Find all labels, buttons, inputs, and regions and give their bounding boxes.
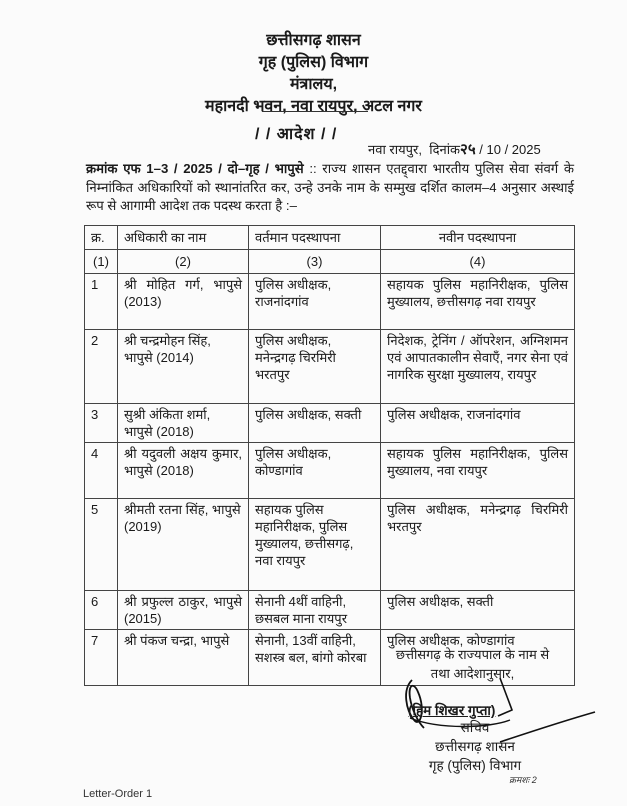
date-label: दिनांक [429, 142, 461, 157]
header-state-government: छत्तीसगढ़ शासन [266, 32, 361, 49]
signatory-name: (हिम शिखर गुप्ता) [408, 703, 496, 718]
header-department: गृह (पुलिस) विभाग [258, 54, 369, 71]
new-posting: पुलिस अधीक्षक, राजनांदगांव [381, 404, 575, 443]
current-posting: सेनानी 4थीं वाहिनी, छसबल माना रायपुर [249, 591, 381, 630]
table-header-row [85, 226, 575, 250]
current-posting: सेनानी, 13वीं वाहिनी, सशस्त्र बल, बांगो कोरबा [249, 630, 381, 686]
date-month-year: / 10 / 2025 [479, 142, 541, 157]
header-serial: क्र. [85, 226, 118, 250]
order-title: / / आदेश / / [255, 126, 338, 143]
authority-line-1: छत्तीसगढ़ के राज्यपाल के नाम से [395, 647, 550, 662]
authority-line-2: तथा आदेशानुसार, [430, 666, 515, 681]
order-reference: क्रमांक एफ 1–3 / 2025 / दो–गृह / भापुसे [86, 161, 304, 176]
officer-name: श्री पंकज चन्द्रा, भापुसे [118, 630, 249, 686]
transfer-table [84, 225, 575, 686]
current-posting: पुलिस अधीक्षक, मनेन्द्रगढ़ चिरमिरी भरतपुर [249, 330, 381, 404]
footer-label: Letter-Order 1 [83, 788, 153, 800]
new-posting: निदेशक, ट्रेनिंग / ऑपरेशन, अग्निशमन एवं आपातकालीन सेवाएँ, नगर सेना एवं नागरिक सुरक्षा मुख्यालय, रायपुर [381, 330, 575, 404]
date-day: २५ [460, 141, 476, 158]
officer-name: श्री मोहित गर्ग, भापुसे (2013) [118, 274, 249, 330]
date-place: नवा रायपुर, [368, 142, 422, 157]
officer-name: श्री प्रफुल्ल ठाकुर, भापुसे (2015) [118, 591, 249, 630]
new-posting: पुलिस अधीक्षक, मनेन्द्रगढ़ चिरमिरी भरतपुर [381, 499, 575, 591]
serial-number: 3 [85, 404, 118, 443]
serial-number: 7 [85, 630, 118, 686]
header-divider [262, 111, 368, 112]
new-posting: सहायक पुलिस महानिरीक्षक, पुलिस मुख्यालय, नवा रायपुर [381, 443, 575, 499]
current-posting: पुलिस अधीक्षक, सक्ती [249, 404, 381, 443]
header-ministry: मंत्रालय, [289, 76, 338, 93]
serial-number: 5 [85, 499, 118, 591]
serial-number: 2 [85, 330, 118, 404]
serial-number: 4 [85, 443, 118, 499]
page-continuation: क्रमशः 2 [509, 775, 537, 785]
table-row [85, 499, 575, 591]
serial-number: 1 [85, 274, 118, 330]
current-posting: सहायक पुलिस महानिरीक्षक, पुलिस मुख्यालय, छत्तीसगढ़, नवा रायपुर [249, 499, 381, 591]
table-row [85, 443, 575, 499]
signatory-designation: सचिव [460, 720, 490, 735]
column-number: (2) [118, 250, 249, 274]
column-number-row [85, 250, 575, 274]
order-paragraph [86, 160, 574, 216]
column-number: (3) [249, 250, 381, 274]
order-text: :: राज्य शासन एतद्द्वारा भारतीय पुलिस सेवा संवर्ग के निम्नांकित अधिकारियों को स्थानांतरित कर, उन्हे उनके नाम के सम्मुख दर्शित कालम–4 अनुसार अस्थाई रूप से आगामी आदेश तक पदस्थ करता है :– [86, 161, 574, 213]
new-posting: पुलिस अधीक्षक, सक्ती [381, 591, 575, 630]
new-posting: पुलिस अधीक्षक, कोण्डागांव [381, 630, 575, 686]
officer-name: श्री चन्द्रमोहन सिंह, भापुसे (2014) [118, 330, 249, 404]
officer-name: श्रीमती रतना सिंह, भापुसे (2019) [118, 499, 249, 591]
header-current-posting: वर्तमान पदस्थापना [249, 226, 381, 250]
column-number: (4) [381, 250, 575, 274]
current-posting: पुलिस अधीक्षक, कोण्डागांव [249, 443, 381, 499]
table-row [85, 274, 575, 330]
officer-name: श्री यदुवली अक्षय कुमार, भापुसे (2018) [118, 443, 249, 499]
table-row [85, 404, 575, 443]
signatory-block [400, 718, 550, 775]
current-posting: पुलिस अधीक्षक, राजनांदगांव [249, 274, 381, 330]
new-posting: सहायक पुलिस महानिरीक्षक, पुलिस मुख्यालय, छत्तीसगढ़ नवा रायपुर [381, 274, 575, 330]
signatory-org: छत्तीसगढ़ शासन [435, 739, 515, 754]
officer-name: सुश्री अंकिता शर्मा, भापुसे (2018) [118, 404, 249, 443]
header-new-posting: नवीन पदस्थापना [381, 226, 575, 250]
column-number: (1) [85, 250, 118, 274]
serial-number: 6 [85, 591, 118, 630]
table-row [85, 330, 575, 404]
header-officer-name: अधिकारी का नाम [118, 226, 249, 250]
header-address: महानदी भवन, नवा रायपुर, अटल नगर [205, 98, 422, 115]
signatory-department: गृह (पुलिस) विभाग [428, 758, 522, 773]
table-row [85, 591, 575, 630]
date-line [368, 139, 541, 159]
